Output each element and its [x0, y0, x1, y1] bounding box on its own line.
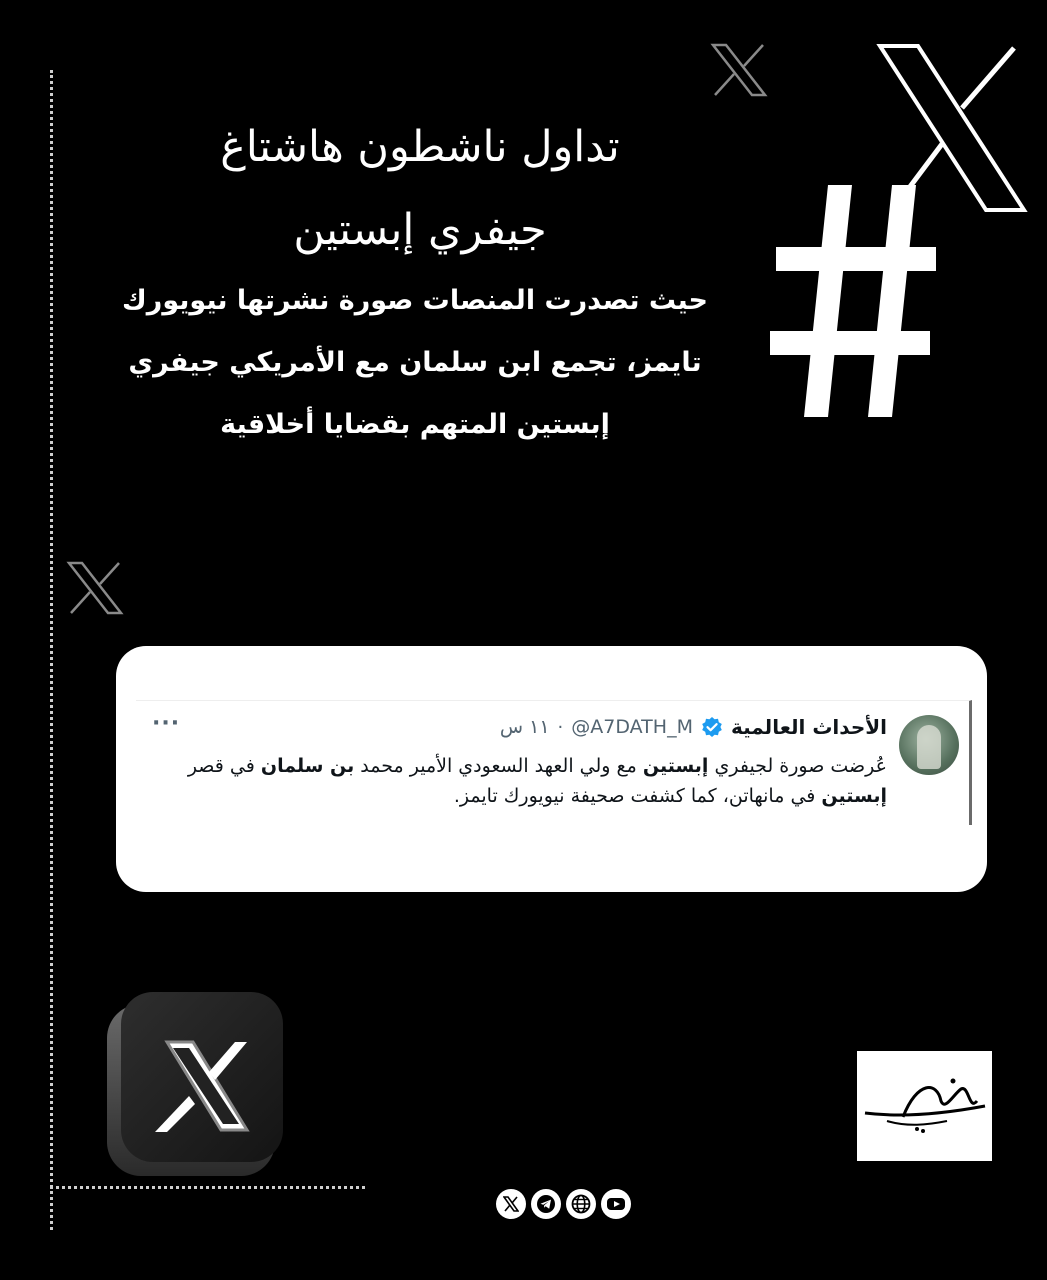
globe-icon[interactable] — [566, 1189, 596, 1219]
tweet-header — [500, 715, 887, 739]
more-options-icon[interactable]: ··· — [152, 711, 181, 736]
telegram-icon[interactable] — [531, 1189, 561, 1219]
tweet-card — [116, 646, 987, 892]
youtube-icon[interactable] — [601, 1189, 631, 1219]
tweet-text: عُرضت صورة لجيفري إبستين مع ولي العهد السعودي الأمير محمد بن سلمان في قصر إبستين في مانهاتن، كما كشفت صحيفة نيويورك تايمز. — [187, 755, 887, 807]
x-app-icon — [105, 990, 285, 1178]
dotted-border-vertical — [50, 70, 53, 1230]
brand-logo-mark — [857, 1051, 992, 1161]
handle[interactable]: @A7DATH_M — [571, 716, 693, 738]
body-line-2: تايمز، تجمع ابن سلمان مع الأمريكي جيفري — [128, 347, 702, 378]
body-line-3: إبستين المتهم بقضايا أخلاقية — [220, 409, 610, 440]
hashtag-icon — [770, 185, 938, 417]
x-icon[interactable] — [496, 1189, 526, 1219]
tweet[interactable] — [136, 700, 972, 825]
headline-line-1: تداول ناشطون هاشتاغ — [220, 122, 620, 172]
display-name[interactable]: الأحداث العالمية — [730, 715, 887, 739]
verified-badge-icon — [701, 716, 723, 738]
body-text — [95, 270, 735, 456]
headline-line-2: جيفري إبستين — [293, 205, 547, 255]
x-logo-icon — [66, 560, 124, 616]
brand-logo — [857, 1051, 992, 1161]
timestamp[interactable]: ١١ س — [499, 716, 550, 738]
separator: · — [557, 716, 564, 738]
avatar[interactable] — [899, 715, 959, 775]
dotted-border-horizontal — [50, 1186, 365, 1189]
x-logo-icon — [710, 42, 768, 98]
body-line-1: حيث تصدرت المنصات صورة نشرتها نيويورك — [122, 285, 708, 316]
social-icons — [496, 1189, 631, 1219]
